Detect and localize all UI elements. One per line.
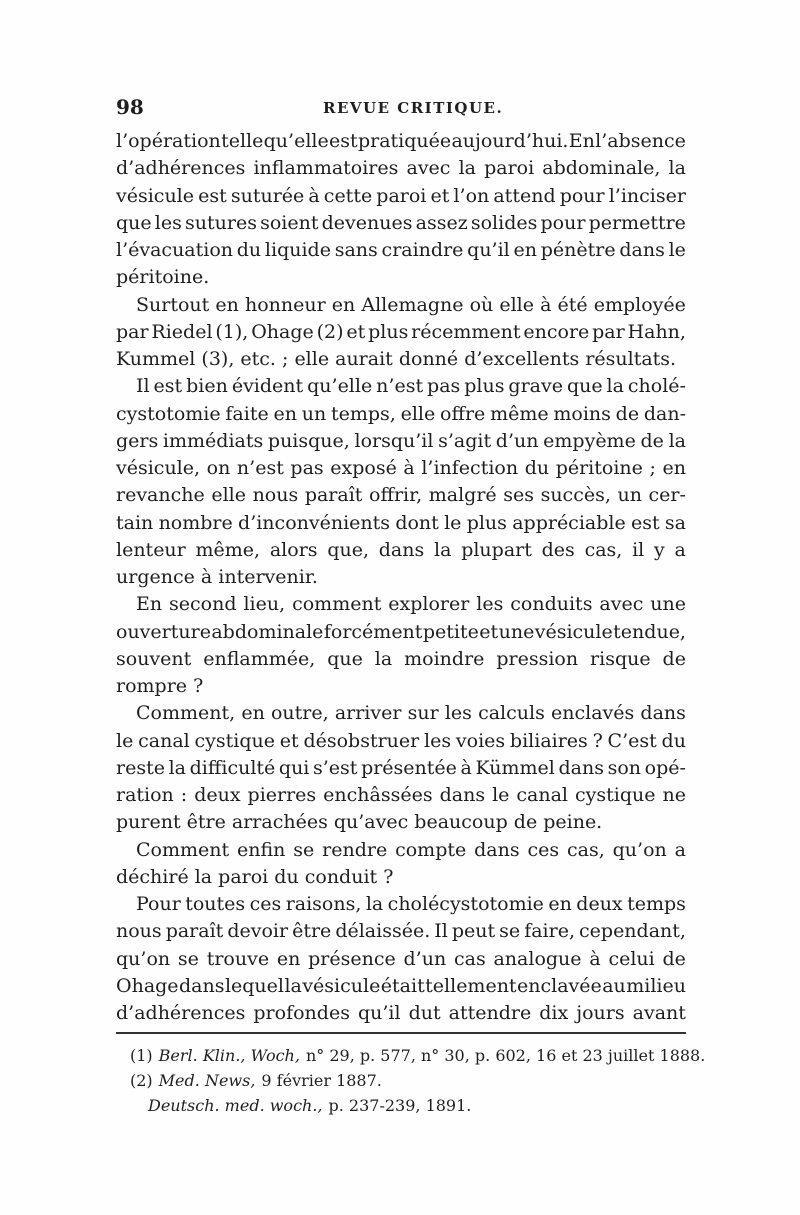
text-line: Kummel (3), etc. ; elle aurait donné d’excellents résultats.	[116, 348, 677, 370]
footnotes	[130, 1043, 706, 1118]
text-line: lenteur même, alors que, dans la plupart des cas, il y a	[116, 538, 686, 561]
footnote-rule	[116, 1032, 686, 1034]
text-line: Il est bien évident qu’elle n’est pas plus grave que la cholé-	[136, 375, 686, 398]
text-line: d’adhérences profondes qu’il dut attendre dix jours avant	[116, 1002, 686, 1024]
text-line: rompre ?	[116, 675, 204, 697]
text-line: gers immédiats puisque, lorsqu’il s’agit d’un empyème de la	[116, 429, 686, 452]
running-title: REVUE CRITIQUE.	[323, 99, 504, 117]
footnote-number: (1)	[130, 1046, 153, 1065]
footnote-detail: n° 29, p. 577, n° 30, p. 602, 16 et 23 juillet 1888.	[305, 1046, 706, 1065]
footnote-source: Med. News,	[158, 1071, 256, 1090]
body-text	[116, 128, 686, 1027]
text-line: l’évacuation du liquide sans craindre qu’il en pénètre dans le	[116, 239, 686, 261]
text-line: que les sutures soient devenues assez solides pour permettre	[116, 211, 686, 234]
text-line: ouverture abdominale forcément petite et une vésicule tendue,	[116, 620, 686, 643]
text-line: En second lieu, comment explorer les conduits avec une	[136, 593, 686, 616]
text-line: urgence à intervenir.	[116, 566, 318, 588]
text-line: le canal cystique et désobstruer les voies biliaires ? C’est du	[116, 729, 686, 752]
text-line: nous paraît devoir être délaissée. Il peut se faire, cependant,	[116, 920, 686, 943]
footnote-source: Berl. Klin., Woch,	[158, 1046, 300, 1065]
text-line: purent être arrachées qu’avec beaucoup de peine.	[116, 811, 603, 834]
text-line: d’adhérences inflammatoires avec la paroi abdominale, la	[116, 157, 686, 180]
text-line: qu’on se trouve en présence d’un cas analogue à celui de	[116, 947, 686, 970]
footnote-1	[130, 1043, 706, 1068]
footnote-source: Deutsch. med. woch.,	[148, 1096, 323, 1115]
page-number: 98	[116, 95, 144, 119]
text-line: Comment enfin se rendre compte dans ces cas, qu’on a	[136, 838, 686, 861]
text-line: Surtout en honneur en Allemagne où elle à été employée	[136, 293, 686, 316]
text-line: vésicule, on n’est pas exposé à l’infection du péritoine ; en	[116, 457, 686, 479]
text-line: tain nombre d’inconvénients dont le plus appréciable est sa	[116, 511, 686, 534]
text-line: Comment, en outre, arriver sur les calculs enclavés dans	[136, 702, 686, 725]
text-line: souvent enflammée, que la moindre pression risque de	[116, 647, 686, 670]
text-line: l’opération telle qu’elle est pratiquée aujourd’hui. En l’absence	[116, 130, 686, 152]
text-line: péritoine.	[116, 266, 210, 289]
footnote-number: (2)	[130, 1071, 153, 1090]
page-header	[116, 95, 686, 125]
footnote-detail: p. 237-239, 1891.	[328, 1096, 472, 1115]
text-line: vésicule est suturée à cette paroi et l’on attend pour l’inciser	[116, 184, 686, 207]
text-line: reste la difficulté qui s’est présentée à Kümmel dans son opé-	[116, 756, 686, 779]
text-line: ration : deux pierres enchâssées dans le canal cystique ne	[116, 784, 686, 806]
text-line: cystotomie faite en un temps, elle offre même moins de dan-	[116, 402, 686, 425]
text-line: par Riedel (1), Ohage (2) et plus récemment encore par Hahn,	[116, 320, 686, 343]
text-line: Pour toutes ces raisons, la cholécystotomie en deux temps	[136, 893, 686, 915]
footnote-3	[130, 1093, 690, 1118]
footnote-2	[130, 1068, 690, 1093]
text-line: Ohage dans lequel la vésicule était tellement enclavée au milieu	[116, 974, 686, 997]
text-line: déchiré la paroi du conduit ?	[116, 865, 394, 888]
text-line: revanche elle nous paraît offrir, malgré ses succès, un cer-	[116, 484, 686, 507]
footnote-detail: 9 février 1887.	[261, 1071, 382, 1090]
